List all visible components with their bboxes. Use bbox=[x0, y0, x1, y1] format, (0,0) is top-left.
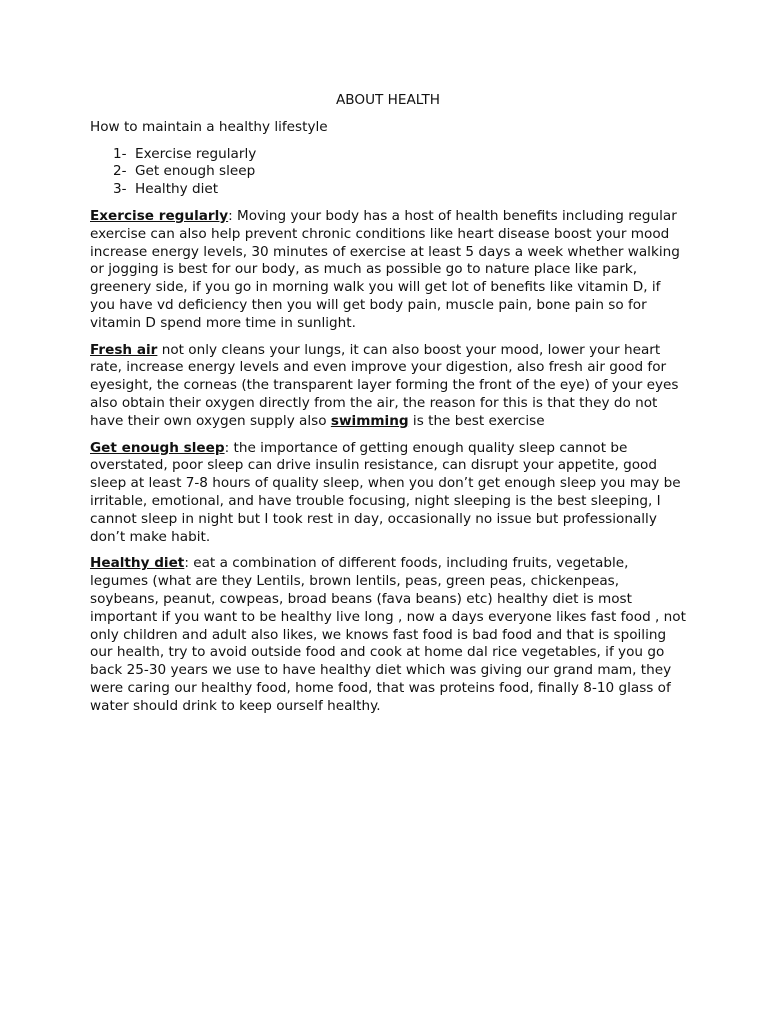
document-body bbox=[90, 92, 686, 725]
paragraph-heading-fresh-air: Fresh air bbox=[90, 341, 158, 358]
list-item-text: Get enough sleep bbox=[135, 163, 256, 180]
paragraph-diet bbox=[90, 555, 686, 715]
list-item-number: 1- bbox=[113, 145, 127, 162]
paragraph-tail: is the best exercise bbox=[408, 412, 545, 429]
paragraph-exercise bbox=[90, 208, 686, 333]
list-item bbox=[90, 163, 686, 181]
heading-separator: : bbox=[228, 207, 233, 224]
document-subtitle: How to maintain a healthy lifestyle bbox=[90, 118, 328, 135]
list-item-number: 2- bbox=[113, 163, 127, 180]
paragraph-heading-diet: Healthy diet bbox=[90, 555, 185, 572]
paragraph-fresh-air bbox=[90, 342, 686, 431]
list-item-text: Healthy diet bbox=[135, 181, 219, 198]
paragraph-text: eat a combination of different foods, including fruits, vegetable, legumes (what are they Lentils, brown lentils, peas, green peas, chickenpeas, soybeans, peanut, cowpeas, broad beans (fava beans) etc) healthy diet is most important if you want to be healthy live long , now a days everyone likes fast food , not only children and adult also likes, we knows fast food is bad food and that is spoiling our health, try to avoid outside food and cook at home dal rice vegetables, if you go back 25-30 years we use to have healthy diet which was giving our grand mam, they were caring our healthy food, home food, that was proteins food, finally 8-10 glass of water should drink to keep ourself healthy. bbox=[90, 555, 686, 714]
emphasis-swimming: swimming bbox=[330, 412, 409, 429]
paragraph-text: not only cleans your lungs, it can also boost your mood, lower your heart rate, increase energy levels and even improve your digestion, also fresh air good for eyesight, the corneas (the transparent layer forming the front of the eye) of your eyes also obtain their oxygen directly from the air, the reason for this is that they do not have their own oxygen supply also bbox=[90, 341, 679, 429]
paragraph-sleep bbox=[90, 440, 686, 547]
list-item bbox=[90, 146, 686, 164]
topic-list bbox=[90, 146, 686, 199]
list-item-number: 3- bbox=[113, 181, 127, 198]
list-item-text: Exercise regularly bbox=[135, 145, 257, 162]
paragraph-text: the importance of getting enough quality sleep cannot be overstated, poor sleep can drive insulin resistance, can disrupt your appetite, good sleep at least 7-8 hours of quality sleep, when you don’t get enough sleep you may be irritable, emotional, and have trouble focusing, night sleeping is the best sleeping, I cannot sleep in night but I took rest in day, occasionally no issue but professionally don’t make habit. bbox=[90, 439, 681, 545]
heading-separator: : bbox=[184, 555, 189, 572]
paragraph-heading-exercise: Exercise regularly bbox=[90, 207, 229, 224]
paragraph-text: Moving your body has a host of health benefits including regular exercise can also help prevent chronic conditions like heart disease boost your mood increase energy levels, 30 minutes of exercise at least 5 days a week whether walking or jogging is best for our body, as much as possible go to nature place like park, greenery side, if you go in morning walk you will get lot of benefits like vitamin D, if you have vd deficiency then you will get body pain, muscle pain, bone pain so for vitamin D spend more time in sunlight. bbox=[90, 207, 680, 331]
list-item bbox=[90, 181, 686, 199]
paragraph-heading-sleep: Get enough sleep bbox=[90, 439, 225, 456]
heading-separator: : bbox=[224, 439, 230, 456]
document-title: ABOUT HEALTH bbox=[336, 92, 440, 108]
